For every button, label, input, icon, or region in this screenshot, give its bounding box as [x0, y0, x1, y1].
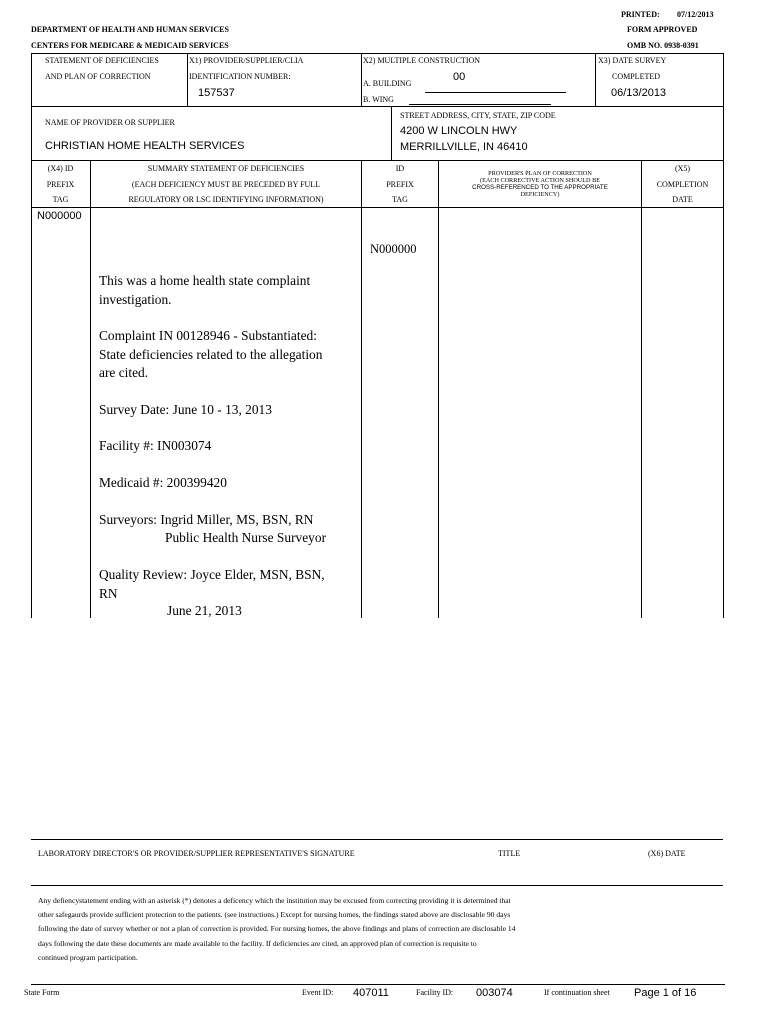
- paragraph-line: This was a home health state complaint: [99, 273, 311, 288]
- x3-label-2: COMPLETED: [612, 72, 660, 81]
- x4-header-3: TAG: [52, 195, 69, 204]
- paragraph-line: Quality Review: Joyce Elder, MSN, BSN,: [99, 567, 325, 582]
- col-divider-plan: [641, 160, 642, 618]
- event-id-label: Event ID:: [302, 988, 334, 997]
- paragraph-line: RN: [99, 585, 118, 601]
- disclaimer-line: Any defiencystatement ending with an asterisk (*) denotes a deficency which the institution may be excused from correcting providing it is determined that: [38, 896, 511, 905]
- address-line-2: MERRILLVILLE, IN 46410: [400, 141, 528, 153]
- address-label: STREET ADDRESS, CITY, STATE, ZIP CODE: [400, 111, 556, 120]
- paragraph-investigation: [99, 272, 310, 309]
- col-divider-id: [438, 160, 439, 618]
- medicaid-number-line: Medicaid #: 200399420: [99, 475, 227, 490]
- summary-header-2: (EACH DEFICIENCY MUST BE PRECEDED BY FULL: [131, 180, 321, 189]
- wing-underline: [409, 104, 551, 105]
- paragraph-line: Complaint IN 00128946 - Substantiated:: [99, 328, 317, 343]
- x2-divider: [361, 53, 362, 106]
- page-number: Page 1 of 16: [634, 987, 697, 999]
- plan-header-1: PROVIDER'S PLAN OF CORRECTION: [488, 170, 592, 177]
- disclaimer-line: days following the date these documents are made available to the facility. If deficiencies are cited, an approved plan of correction is requisite to: [38, 938, 477, 948]
- paragraph-line: are cited.: [99, 365, 149, 380]
- footer-top-border: [31, 984, 725, 985]
- x4-header-1: (X4) ID: [47, 164, 74, 173]
- disclaimer-line: continued program participation.: [38, 952, 138, 962]
- building-value: 00: [453, 71, 466, 83]
- signature-date-label: (X6) DATE: [648, 849, 686, 858]
- x3-divider: [595, 53, 596, 106]
- form-approved: FORM APPROVED: [627, 25, 698, 34]
- plan-header-4: DEFICIENCY): [520, 191, 560, 198]
- wing-label: B. WING: [363, 95, 394, 104]
- x5-header-1: (X5): [674, 164, 691, 173]
- x1-divider: [187, 53, 188, 106]
- disclaimer-text: [38, 894, 515, 965]
- x1-label-2: IDENTIFICATION NUMBER:: [189, 72, 291, 81]
- box-row2-border: [31, 160, 723, 161]
- continuation-label: If continuation sheet: [544, 988, 610, 997]
- paragraph-complaint: [99, 327, 322, 383]
- column-header-bottom-border: [31, 207, 723, 208]
- summary-header-1: SUMMARY STATEMENT OF DEFICIENCIES: [147, 164, 305, 173]
- box-top-border: [31, 53, 723, 54]
- facility-id-value: 003074: [476, 987, 513, 999]
- state-form-label: State Form: [24, 988, 60, 997]
- signature-label: LABORATORY DIRECTOR'S OR PROVIDER/SUPPLIER REPRESENTATIVE'S SIGNATURE: [38, 849, 355, 858]
- event-id-value: 407011: [353, 987, 389, 999]
- col-divider-x4: [90, 160, 91, 618]
- x4-header-2: PREFIX: [46, 180, 75, 189]
- signature-title-label: TITLE: [498, 849, 521, 858]
- id-header-3: TAG: [392, 195, 408, 204]
- agency-title: CENTERS FOR MEDICARE & MEDICAID SERVICES: [31, 41, 229, 50]
- col-divider-summary: [361, 160, 362, 618]
- left-prefix-tag: N000000: [37, 210, 82, 222]
- department-title: DEPARTMENT OF HEALTH AND HUMAN SERVICES: [31, 25, 229, 34]
- x5-header-3: DATE: [672, 195, 693, 204]
- signature-bottom-border: [31, 885, 723, 886]
- provider-id-value: 157537: [198, 87, 235, 99]
- statement-label-1: STATEMENT OF DEFICIENCIES: [45, 56, 159, 65]
- omb-number: OMB NO. 0938-0391: [627, 41, 699, 50]
- surveyor-title-line: Public Health Nurse Surveyor: [165, 530, 327, 545]
- facility-number-line: Facility #: IN003074: [99, 438, 212, 453]
- statement-label-2: AND PLAN OF CORRECTION: [45, 72, 151, 81]
- printed-label: PRINTED:: [621, 10, 660, 19]
- address-divider: [391, 106, 392, 160]
- paragraph-line: investigation.: [99, 291, 172, 307]
- provider-name-label: NAME OF PROVIDER OR SUPPLIER: [45, 118, 175, 127]
- printed-date: 07/12/2013: [677, 10, 714, 19]
- provider-name-value: CHRISTIAN HOME HEALTH SERVICES: [45, 140, 245, 152]
- disclaimer-line: other safegaurds provide sufficient protection to the patients. (see instructions.) Except for nursing homes, the findings stated above are disclosable 90 days: [38, 910, 511, 920]
- address-line-1: 4200 W LINCOLN HWY: [400, 125, 518, 137]
- survey-completed-date: 06/13/2013: [611, 87, 667, 99]
- paragraph-line: State deficiencies related to the allegation: [99, 346, 323, 362]
- quality-review-line: [99, 566, 325, 603]
- building-label: A. BUILDING: [363, 79, 412, 88]
- x1-label-1: X1) PROVIDER/SUPPLIER/CLIA: [189, 56, 304, 65]
- surveyors-line: Surveyors: Ingrid Miller, MS, BSN, RN: [99, 512, 314, 527]
- summary-header-3: REGULATORY OR LSC IDENTIFYING INFORMATION): [128, 195, 324, 204]
- x2-label: X2) MULTIPLE CONSTRUCTION: [363, 56, 481, 65]
- disclaimer-line: following the date of survey whether or not a plan of correction is provided. For nursing homes, the above findings and plans of correction are disclosable 14: [38, 924, 516, 934]
- id-header-1: ID: [395, 164, 405, 173]
- right-border: [723, 53, 724, 618]
- facility-id-label: Facility ID:: [416, 988, 454, 997]
- right-prefix-tag: N000000: [370, 242, 417, 256]
- plan-header-2: (EACH CORRECTIVE ACTION SHOULD BE: [480, 177, 600, 184]
- building-underline: [425, 92, 566, 93]
- signature-top-border: [31, 839, 723, 840]
- left-border: [31, 53, 32, 618]
- x5-header-2: COMPLETION: [656, 180, 709, 189]
- quality-review-date: June 21, 2013: [167, 603, 242, 618]
- x3-label-1: X3) DATE SURVEY: [598, 56, 667, 65]
- id-header-2: PREFIX: [386, 180, 414, 189]
- plan-header-3: CROSS-REFERENCED TO THE APPROPRIATE: [472, 184, 608, 191]
- survey-date-line: Survey Date: June 10 - 13, 2013: [99, 402, 272, 417]
- box-row1-border: [31, 106, 723, 107]
